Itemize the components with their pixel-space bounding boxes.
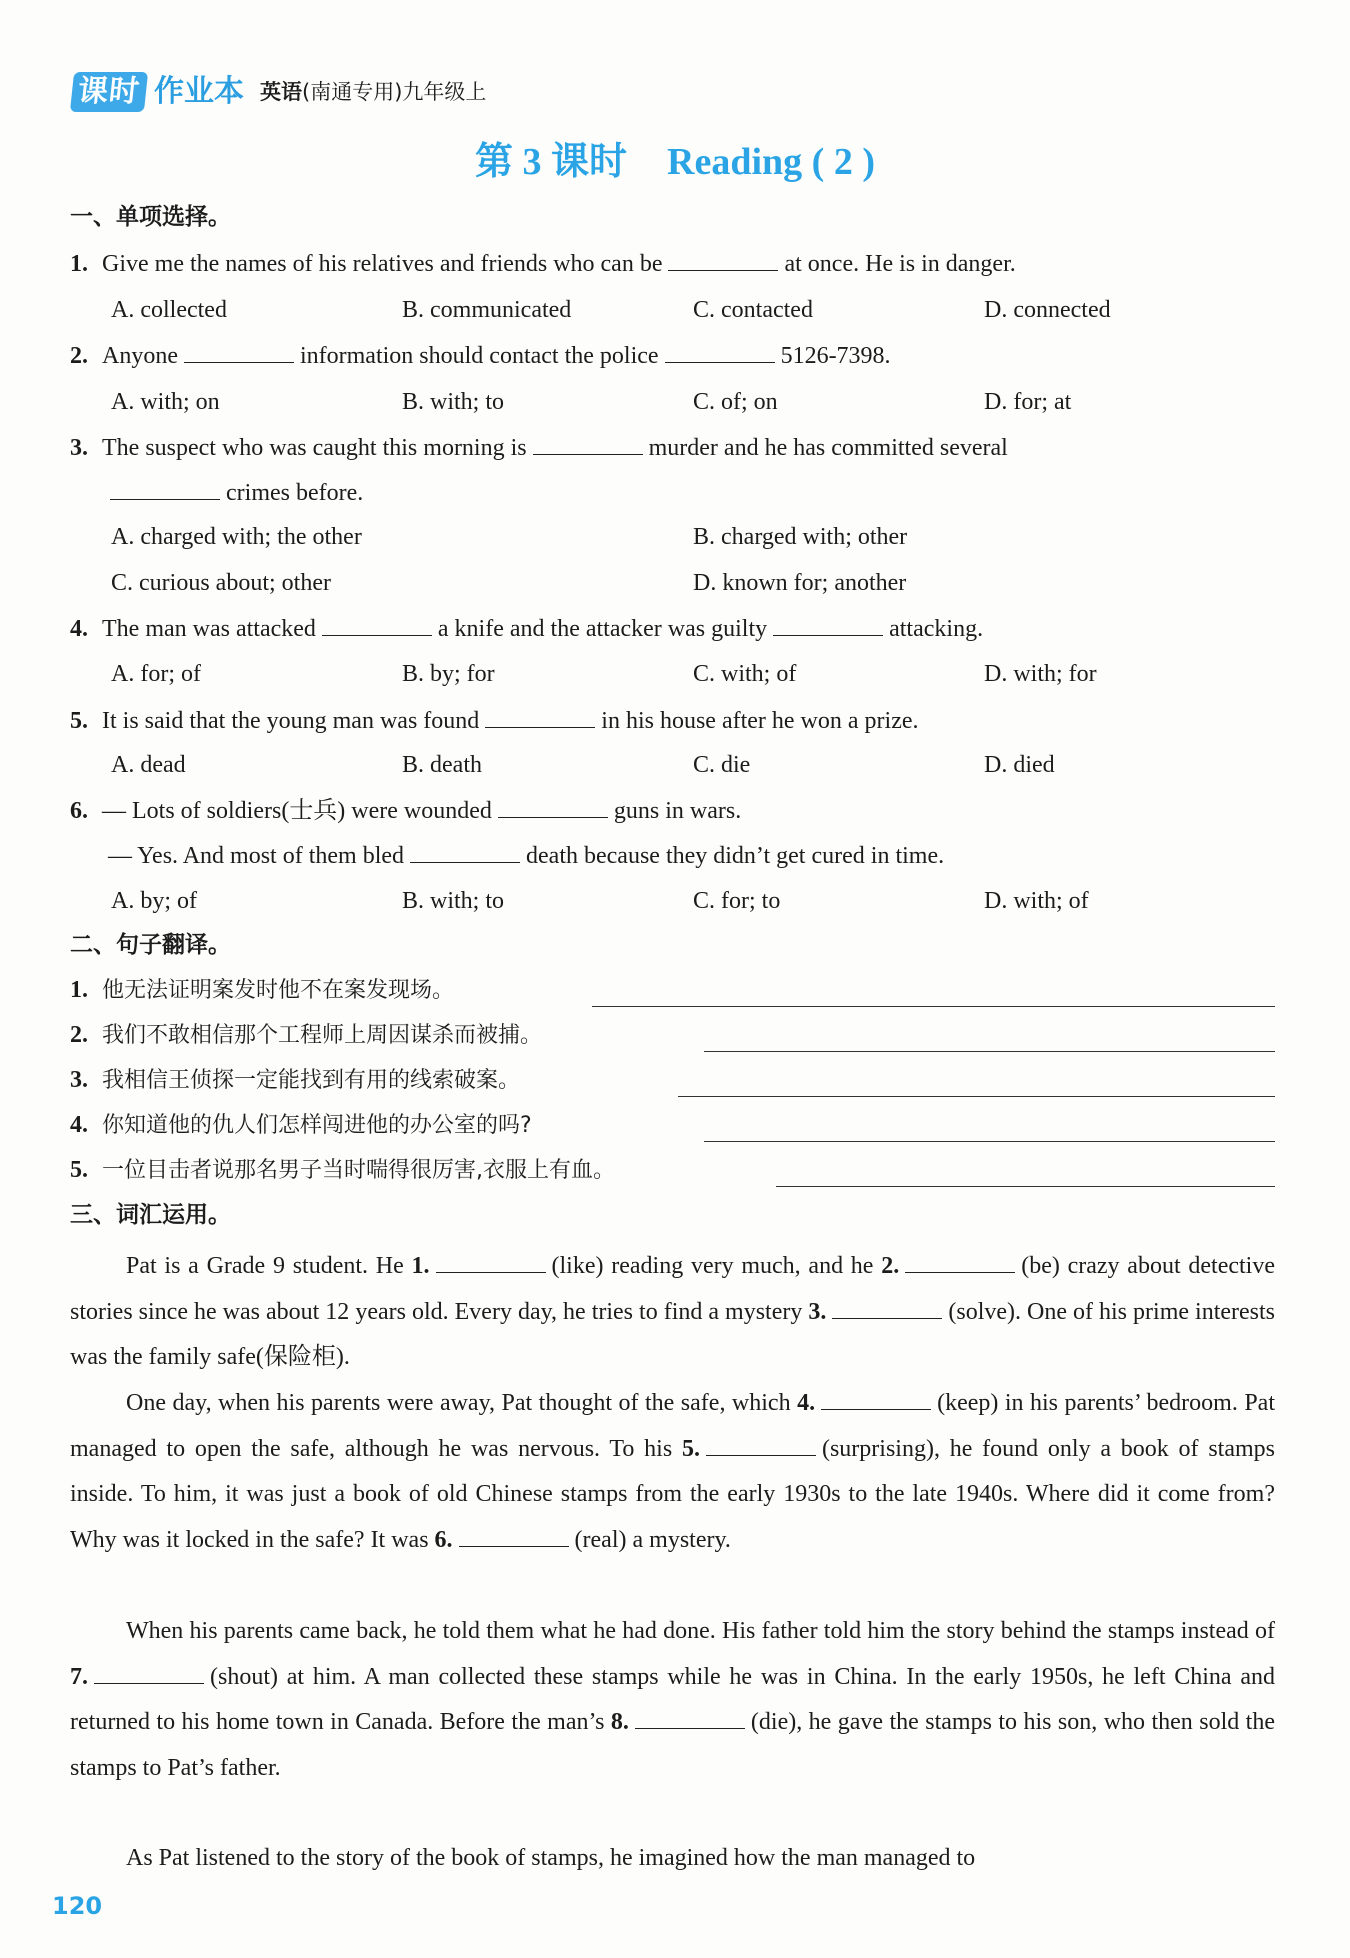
option-a[interactable]: A. by; of [111,888,197,914]
answer-blank[interactable] [498,795,608,818]
answer-blank[interactable] [773,613,883,636]
answer-blank[interactable] [832,1296,942,1319]
option-a[interactable]: A. for; of [111,661,201,687]
section-title-translation: 二、句子翻译。 [70,932,231,958]
question-1: 1. Give me the names of his relatives and friends who can be at once. He is in danger. [70,248,1016,279]
book-subtitle [260,72,486,112]
answer-blank[interactable] [184,340,294,363]
page-header [72,68,486,112]
option-b[interactable]: B. with; to [402,888,505,914]
answer-line[interactable] [776,1186,1275,1187]
logo-tile: 课时 [70,72,148,112]
edition: (南通专用) [302,80,403,104]
answer-blank[interactable] [706,1433,816,1456]
answer-blank[interactable] [94,1661,204,1684]
lesson-topic: Reading ( 2 ) [667,141,875,183]
answer-blank[interactable] [322,613,432,636]
answer-blank[interactable] [905,1250,1015,1273]
passage-paragraph-4: As Pat listened to the story of the book of stamps, he imagined how the man managed to [126,1845,976,1871]
translation-item-1: 1. 他无法证明案发时他不在案发现场。 [70,977,455,1003]
answer-blank[interactable] [668,248,778,271]
translation-item-5: 5. 一位目击者说那名男子当时喘得很厉害,衣服上有血。 [70,1157,615,1183]
translation-item-4: 4. 你知道他的仇人们怎样闯进他的办公室的吗? [70,1112,532,1138]
option-b[interactable]: B. with; to [402,389,505,415]
option-d[interactable]: D. known for; another [693,570,907,596]
option-a[interactable]: A. dead [111,752,186,778]
section-title-vocabulary: 三、词汇运用。 [70,1202,231,1228]
option-b[interactable]: B. charged with; other [693,524,908,550]
answer-blank[interactable] [533,432,643,455]
question-5: 5. It is said that the young man was found in his house after he won a prize. [70,705,919,736]
logo-text: 作业本 [154,74,244,109]
option-d[interactable]: D. with; of [984,888,1089,914]
passage-paragraph-3: When his parents came back, he told them what he had done. His father told him the story behind the stamps instead of 7. (shout) at him. A man collected these stamps while he was in China. In the early 1950s, he left China and returned to his home town in Canada. Before the man’s 8. (die), he gave the stamps to his son, who then sold the stamps to Pat’s father. [70,1618,1275,1781]
answer-line[interactable] [592,1006,1275,1007]
option-c[interactable]: C. die [693,752,751,778]
option-b[interactable]: B. by; for [402,661,495,687]
section-title-choice: 一、单项选择。 [70,204,231,230]
answer-blank[interactable] [459,1524,569,1547]
translation-item-2: 2. 我们不敢相信那个工程师上周因谋杀而被捕。 [70,1022,543,1048]
grade: 九年级上 [402,80,487,104]
answer-line[interactable] [704,1141,1275,1142]
brand-logo [72,72,244,112]
answer-blank[interactable] [436,1250,546,1273]
question-2: 2. Anyone information should contact the police 5126-7398. [70,340,891,371]
answer-blank[interactable] [110,477,220,500]
answer-blank[interactable] [821,1387,931,1410]
option-c[interactable]: C. curious about; other [111,570,331,596]
option-a[interactable]: A. collected [111,297,227,323]
subject: 英语 [260,80,302,104]
passage-paragraph-1: Pat is a Grade 9 student. He 1. (like) reading very much, and he 2. (be) crazy about detective stories since he was about 12 years old. Every day, he tries to find a mystery 3. (solve). One of his prime interests was the family safe(保险柜). [70,1244,1275,1381]
option-d[interactable]: D. died [984,752,1055,778]
page-number: 120 [52,1892,103,1920]
option-d[interactable]: D. with; for [984,661,1097,687]
option-b[interactable]: B. communicated [402,297,572,323]
question-3: 3. The suspect who was caught this morning is murder and he has committed several [70,432,1008,463]
option-d[interactable]: D. connected [984,297,1111,323]
option-a[interactable]: A. charged with; the other [111,524,362,550]
option-b[interactable]: B. death [402,752,482,778]
lesson-number: 第 3 课时 [475,141,628,183]
answer-blank[interactable] [410,840,520,863]
option-c[interactable]: C. with; of [693,661,797,687]
option-c[interactable]: C. for; to [693,888,781,914]
answer-blank[interactable] [635,1706,745,1729]
answer-line[interactable] [704,1051,1275,1052]
question-6-reply: — Yes. And most of them bled death because they didn’t get cured in time. [108,840,944,871]
question-3-cont: crimes before. [104,477,363,508]
option-c[interactable]: C. of; on [693,389,778,415]
option-c[interactable]: C. contacted [693,297,813,323]
passage-paragraph-2: One day, when his parents were away, Pat thought of the safe, which 4. (keep) in his parents’ bedroom. Pat managed to open the safe, although he was nervous. To his 5. (surprising), he found only a book of stamps inside. To him, it was just a book of old Chinese stamps from the early 1930s to the late 1940s. Where did it come from? Why was it locked in the safe? It was 6. (real) a mystery. [70,1381,1275,1563]
lesson-title [0,130,1350,185]
translation-item-3: 3. 我相信王侦探一定能找到有用的线索破案。 [70,1067,521,1093]
option-d[interactable]: D. for; at [984,389,1072,415]
answer-blank[interactable] [665,340,775,363]
question-4: 4. The man was attacked a knife and the attacker was guilty attacking. [70,613,983,644]
option-a[interactable]: A. with; on [111,389,220,415]
answer-line[interactable] [678,1096,1275,1097]
answer-blank[interactable] [485,705,595,728]
question-6: 6. — Lots of soldiers(士兵) were wounded guns in wars. [70,795,741,826]
